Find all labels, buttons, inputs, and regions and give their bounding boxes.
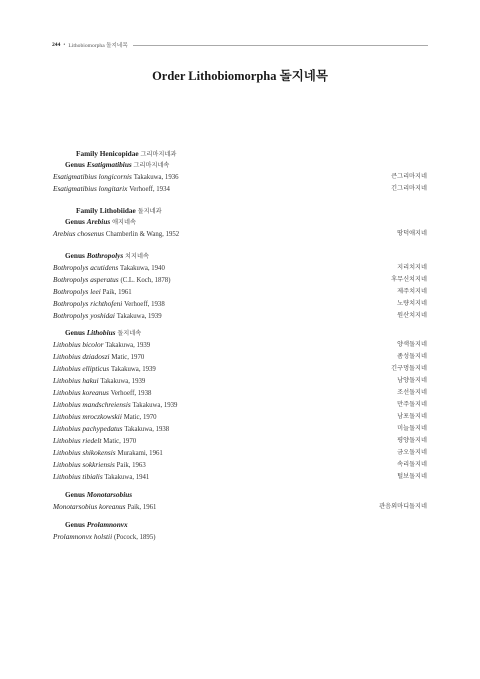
species-name: Monotarsobius koreanus (53, 502, 126, 511)
author: (C.L. Koch, 1878) (120, 277, 171, 284)
korean-common-name: 원산치지네 (397, 312, 427, 319)
row-latin (53, 412, 157, 423)
species-name: Lithobius bicolor (53, 340, 104, 349)
species-name: Bothropolys asperatus (53, 275, 119, 284)
author: (Pocock, 1895) (113, 534, 156, 541)
korean-common-name: 노량치지네 (397, 300, 427, 307)
genus-row (0, 160, 480, 170)
page-title: Order Lithobiomorpha 돌지네목 (152, 69, 328, 83)
species-name: Bothropolys acutidens (53, 263, 119, 272)
species-row (0, 364, 480, 374)
author: Matic, 1970 (123, 414, 157, 421)
korean-common-name: 금오돌지네 (397, 449, 427, 456)
author: Matic, 1970 (111, 354, 145, 361)
genus-name: Bothropolys (86, 251, 124, 260)
genus-prefix: Genus (65, 217, 85, 226)
genus-name: Esatigmatibius (86, 160, 132, 169)
species-row (0, 263, 480, 273)
species-row (0, 412, 480, 422)
genus-prefix: Genus (65, 160, 85, 169)
species-row (0, 424, 480, 434)
author: Takakuwa, 1941 (104, 474, 150, 481)
genus-prefix: Genus (65, 520, 85, 529)
row-latin (53, 311, 162, 322)
species-row (0, 184, 480, 194)
family-name: Family Lithobiidae (76, 206, 136, 215)
row-latin (53, 436, 136, 447)
row-latin (53, 448, 163, 459)
author: Chamberlin & Wang, 1952 (105, 231, 180, 238)
page-number: 244 (52, 42, 61, 48)
korean-name: 그리마지네속 (133, 162, 170, 169)
species-name: Bothropolys leei (53, 287, 101, 296)
korean-name: 애지네속 (112, 219, 136, 226)
running-header (52, 41, 428, 49)
species-name: Arebius chosenus (53, 229, 105, 238)
row-latin (65, 490, 132, 500)
species-row (0, 172, 480, 182)
genus-prefix: Genus (65, 490, 85, 499)
species-name: Esatigmatibius longitarix (53, 184, 128, 193)
korean-common-name: 후무신치지네 (391, 276, 427, 283)
species-row (0, 376, 480, 386)
row-latin (53, 184, 170, 195)
author: Takakuwa, 1936 (133, 174, 179, 181)
row-latin (65, 251, 149, 262)
korean-common-name: 양색돌지네 (397, 341, 427, 348)
row-latin (53, 299, 165, 310)
row-latin (65, 520, 128, 530)
row-latin (53, 352, 144, 363)
korean-common-name: 지리치지네 (397, 264, 427, 271)
row-latin (53, 388, 151, 399)
korean-common-name: 속리돌지네 (397, 461, 427, 468)
row-latin (53, 172, 179, 183)
row-latin (53, 376, 145, 387)
korean-common-name: 남포돌지네 (397, 413, 427, 420)
author: Takakuwa, 1938 (124, 426, 170, 433)
species-name: Lithobius ellipticus (53, 364, 110, 373)
author: Takakuwa, 1940 (120, 265, 165, 272)
species-name: Lithobius riedelt (53, 436, 102, 445)
author: Takakuwa, 1939 (105, 342, 151, 349)
species-name: Bothropolys richthofeni (53, 299, 123, 308)
species-row (0, 436, 480, 446)
header-separator: • (63, 42, 66, 48)
species-row (0, 352, 480, 362)
genus-row (0, 490, 480, 500)
species-row (0, 472, 480, 482)
korean-common-name: 관음외마디돌지네 (379, 503, 427, 510)
author: Verhoeff, 1938 (110, 390, 152, 397)
genus-name: Arebius (86, 217, 111, 226)
author: Matic, 1970 (103, 438, 137, 445)
row-latin (65, 217, 136, 228)
genus-name: Lithobius (86, 328, 116, 337)
korean-common-name: 털보돌지네 (397, 473, 427, 480)
korean-common-name: 좀성돌지네 (397, 353, 427, 360)
korean-common-name: 조선돌지네 (397, 389, 427, 396)
author: Paik, 1963 (116, 462, 146, 469)
row-latin (65, 328, 141, 339)
korean-common-name: 만주돌지네 (397, 401, 427, 408)
korean-name: 돌지네과 (137, 208, 162, 215)
row-latin (53, 472, 149, 483)
species-row (0, 340, 480, 350)
author: Takakuwa, 1939 (132, 402, 178, 409)
species-row (0, 502, 480, 512)
family-row (0, 206, 480, 216)
species-row (0, 229, 480, 239)
korean-name: 치지네속 (125, 253, 149, 260)
korean-common-name: 긴구멍돌지네 (391, 365, 427, 372)
species-row (0, 460, 480, 470)
author: Paik, 1961 (102, 289, 132, 296)
author: Takakuwa, 1939 (110, 366, 156, 373)
row-latin (53, 340, 150, 351)
genus-row (0, 251, 480, 261)
species-name: Lithobius dziadoszi (53, 352, 110, 361)
author: Verhoeff, 1938 (124, 301, 165, 308)
korean-common-name: 긴그리마지네 (391, 185, 427, 192)
row-latin (53, 287, 132, 298)
row-latin (76, 206, 162, 217)
row-latin (53, 424, 169, 435)
species-name: Lithobius mandschreiensis (53, 400, 131, 409)
species-row (0, 388, 480, 398)
author: Verhoeff, 1934 (129, 186, 170, 193)
row-latin (65, 160, 169, 171)
row-latin (53, 400, 177, 411)
species-name: Lithobius shikokensis (53, 448, 116, 457)
species-row (0, 311, 480, 321)
species-name: Lithobius sokkriensis (53, 460, 115, 469)
korean-common-name: 제주치지네 (397, 288, 427, 295)
genus-prefix: Genus (65, 251, 85, 260)
running-title: Lithobiomorpha 돌지네목 (68, 43, 128, 49)
row-latin (76, 149, 176, 160)
row-latin (53, 532, 155, 543)
row-latin (53, 460, 146, 471)
row-latin (53, 263, 165, 274)
genus-row (0, 520, 480, 530)
korean-common-name: 남양돌지네 (397, 377, 427, 384)
species-name: Lithobius tibialis (53, 472, 103, 481)
family-row (0, 149, 480, 159)
species-row (0, 532, 480, 542)
species-name: Lithobius pachypedatus (53, 424, 123, 433)
genus-row (0, 217, 480, 227)
genus-prefix: Genus (65, 328, 85, 337)
species-name: Prolamnonvx holstii (53, 532, 113, 541)
species-row (0, 275, 480, 285)
row-latin (53, 364, 156, 375)
author: Paik, 1961 (127, 504, 157, 511)
genus-name: Monotarsobius (86, 490, 133, 499)
species-name: Lithobius hakui (53, 376, 99, 385)
row-latin (53, 229, 179, 240)
species-row (0, 448, 480, 458)
genus-row (0, 328, 480, 338)
korean-common-name: 땅덕애지네 (397, 230, 427, 237)
row-latin (53, 502, 156, 513)
species-row (0, 400, 480, 410)
korean-common-name: 큰그리마지네 (391, 173, 427, 180)
header-rule (133, 45, 428, 46)
species-name: Esatigmatibius longicornis (53, 172, 132, 181)
species-name: Lithobius koreanus (53, 388, 109, 397)
author: Takakuwa, 1939 (116, 313, 162, 320)
author: Takakuwa, 1939 (100, 378, 146, 385)
author: Murakami, 1961 (117, 450, 163, 457)
species-name: Lithobius mroczkowskii (53, 412, 122, 421)
korean-name: 돌지네속 (117, 330, 142, 337)
family-name: Family Henicopidae (76, 149, 139, 158)
species-row (0, 287, 480, 297)
species-row (0, 299, 480, 309)
genus-name: Prolamnonvx (86, 520, 128, 529)
row-latin (53, 275, 170, 286)
korean-name: 그리마지네과 (140, 151, 177, 158)
species-name: Bothropolys yoshidai (53, 311, 115, 320)
korean-common-name: 평양돌지네 (397, 437, 427, 444)
korean-common-name: 미늘돌지네 (397, 425, 427, 432)
